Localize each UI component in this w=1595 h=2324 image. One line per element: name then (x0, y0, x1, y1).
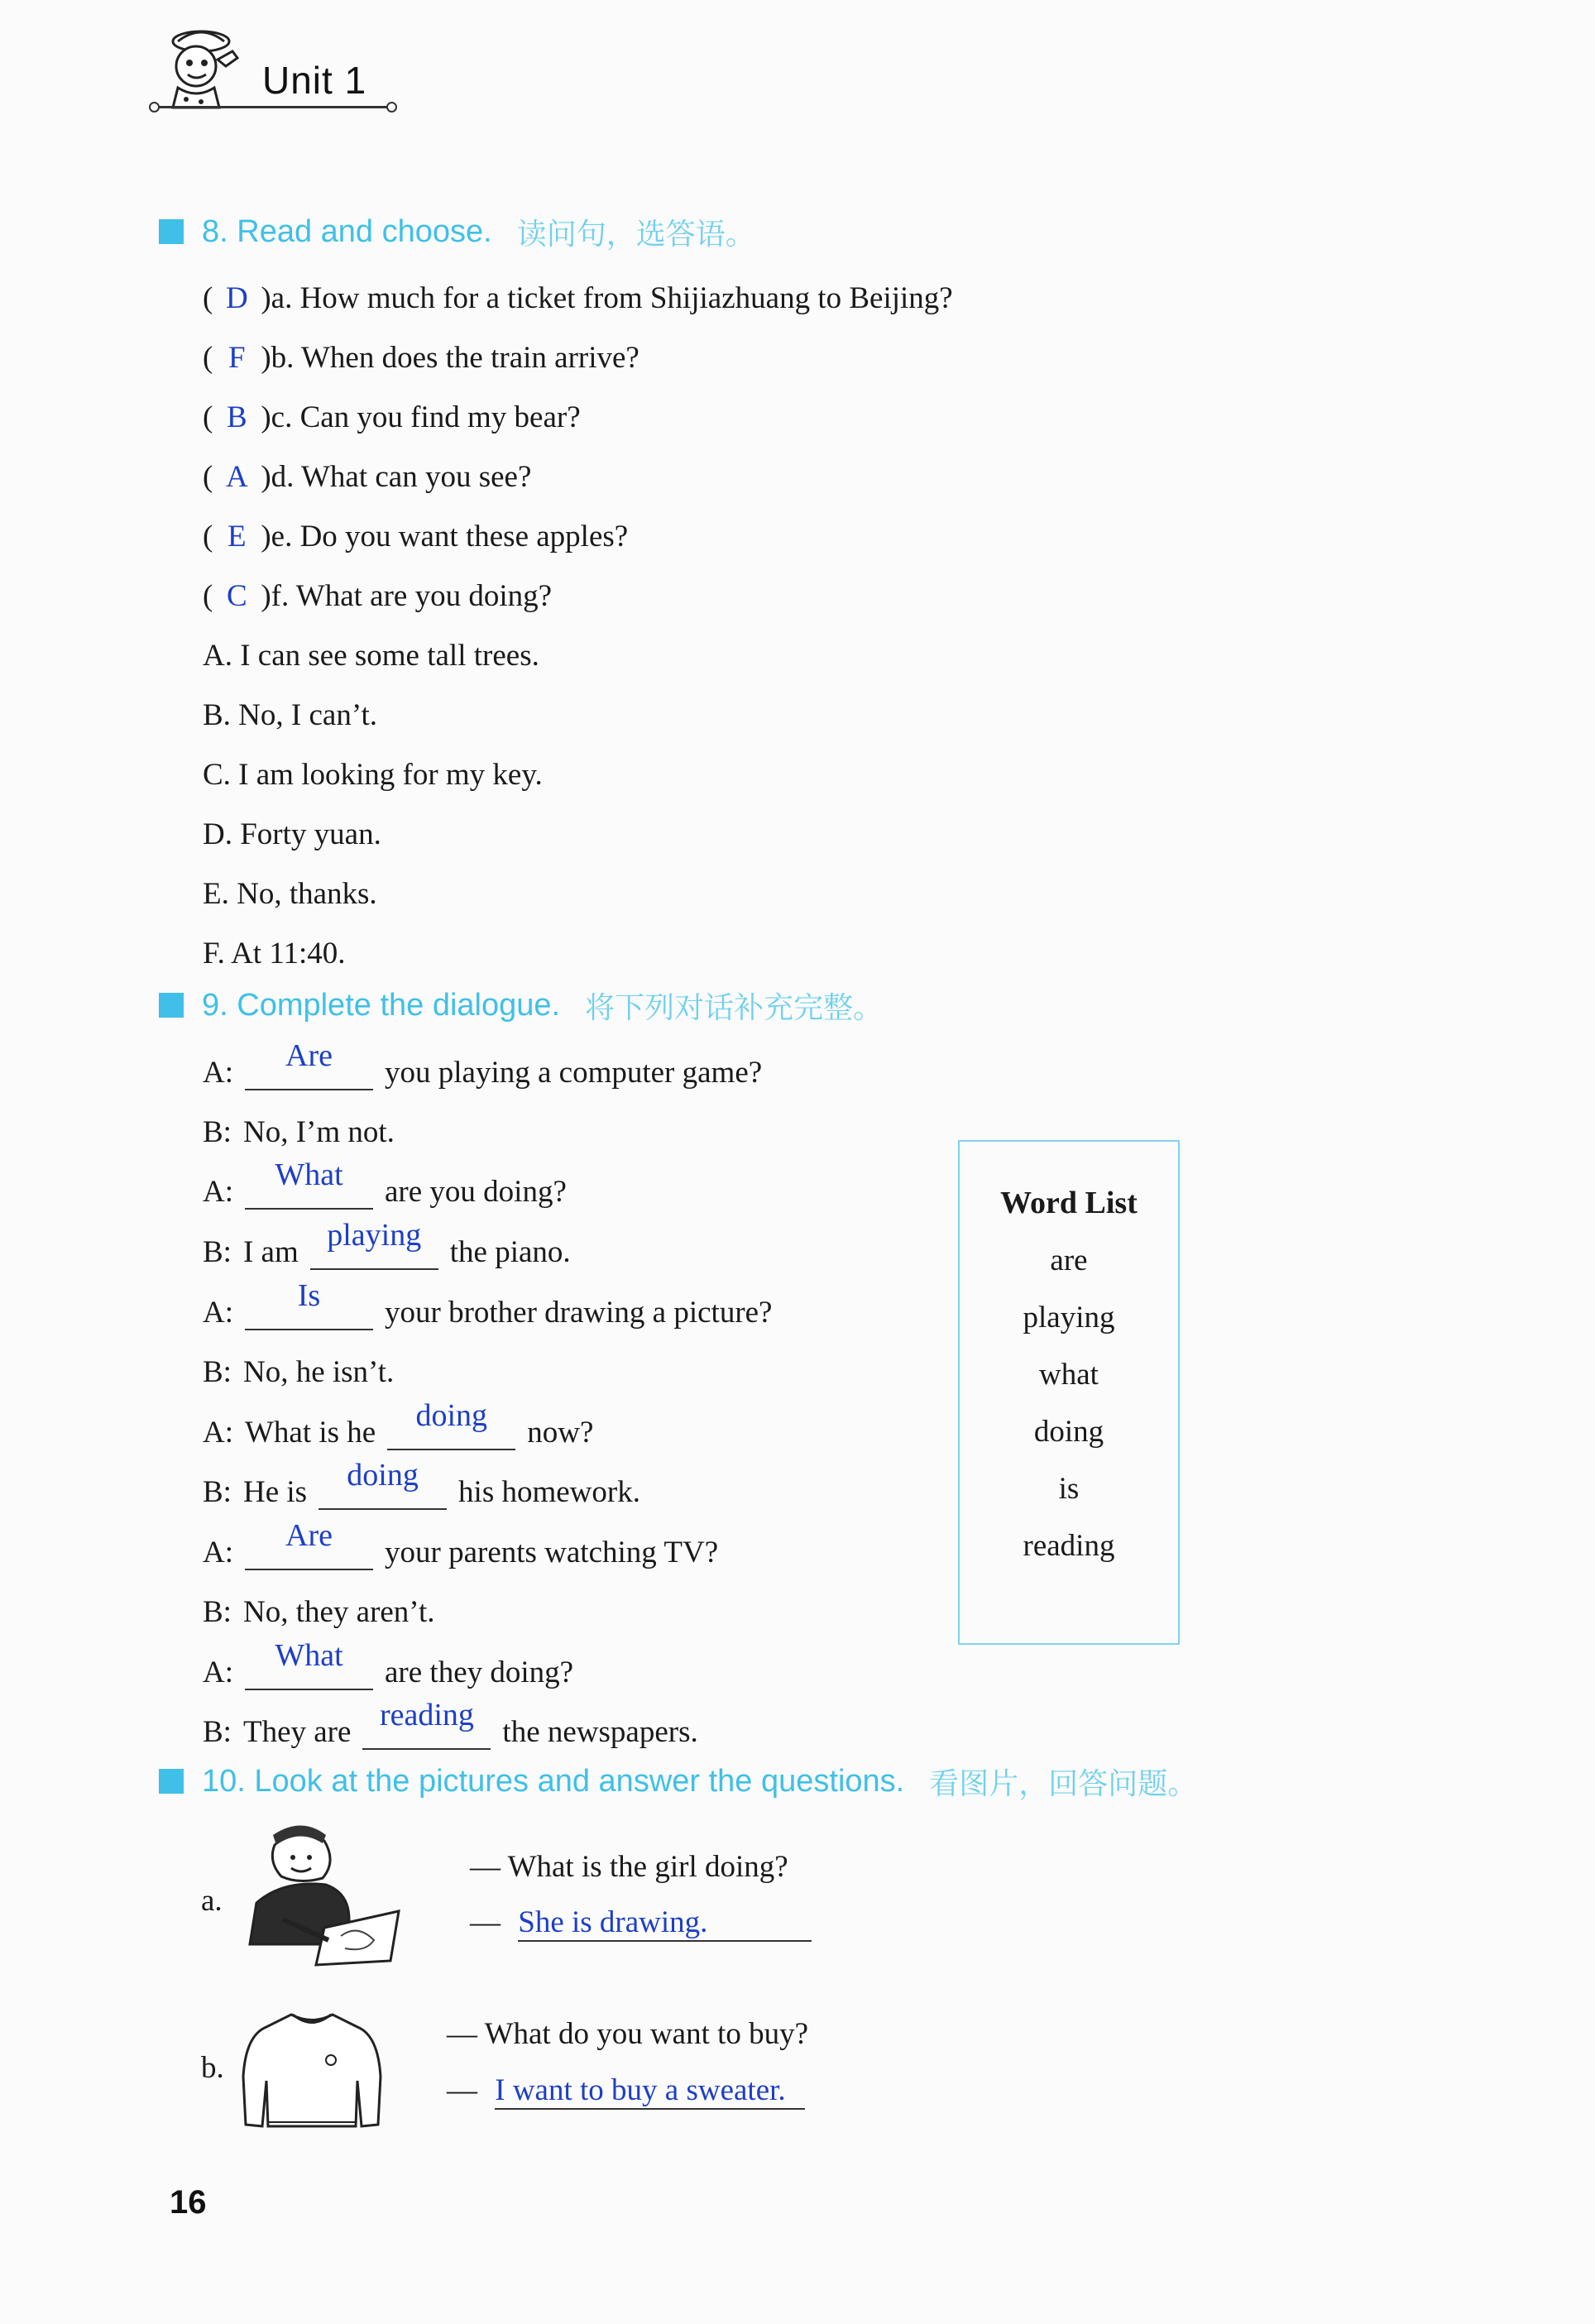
speaker: B: (203, 1115, 232, 1149)
dialogue-text: the piano. (449, 1235, 571, 1269)
dialogue-text: No, I’m not. (242, 1115, 395, 1149)
q8-question-text: )a. How much for a ticket from Shijiazhuang to Beijing? (261, 281, 953, 315)
speaker: B: (203, 1475, 232, 1509)
dialogue-text: your parents watching TV? (385, 1536, 719, 1569)
filled-answer: doing (415, 1398, 488, 1433)
dialogue-text: are they doing? (385, 1656, 574, 1689)
dialogue-line (203, 1518, 719, 1570)
answer-blank (387, 1399, 515, 1450)
section-marker-icon (159, 1769, 184, 1794)
question-text: — What do you want to buy? (447, 2017, 809, 2051)
word-list-item: playing (1023, 1301, 1115, 1335)
dialogue-line (203, 1157, 567, 1210)
q8-question-text: )e. Do you want these apples? (261, 520, 629, 553)
page-header (153, 23, 393, 122)
dialogue-line (203, 1100, 395, 1150)
section-8-title (159, 211, 755, 252)
speaker: B: (203, 1595, 232, 1629)
filled-answer: reading (379, 1698, 474, 1732)
section-8-title-cn: 读问句，选答语。 (516, 217, 755, 252)
answer-line (518, 1905, 812, 1942)
q8-option: A. I can see some tall trees. (203, 639, 539, 673)
cartoon-boy-icon (153, 23, 252, 114)
section-marker-icon (159, 219, 184, 244)
answer-blank (310, 1219, 438, 1270)
q8-answer: F (228, 341, 246, 375)
answer-blank (245, 1639, 373, 1690)
word-list-box (958, 1140, 1180, 1645)
dialogue-text: the newspapers. (502, 1715, 698, 1749)
q8-item-f: ( C )f. What are you doing? (203, 579, 553, 613)
dialogue-line (203, 1638, 574, 1690)
speaker: B: (203, 1715, 232, 1749)
dialogue-line (203, 1038, 763, 1090)
answer-blank (319, 1459, 447, 1510)
word-list-item: reading (1023, 1529, 1115, 1563)
filled-answer: She is drawing. (518, 1905, 708, 1939)
speaker: A: (203, 1296, 233, 1330)
dialogue-text: What is he (245, 1416, 376, 1450)
answer-blank (362, 1699, 491, 1750)
q8-option: B. No, I can’t. (203, 698, 377, 732)
filled-answer: What (275, 1638, 343, 1673)
dialogue-text: I am (242, 1235, 299, 1269)
section-8-title-en: 8. Read and choose. (202, 213, 492, 249)
filled-answer: doing (347, 1458, 419, 1493)
dialogue-text: No, they aren’t. (242, 1595, 435, 1629)
q8-item-c: ( B )c. Can you find my bear? (203, 400, 581, 434)
dialogue-text: now? (527, 1416, 594, 1450)
filled-answer: Is (297, 1278, 321, 1313)
speaker: A: (203, 1056, 233, 1090)
filled-answer: Are (285, 1518, 333, 1553)
speaker: B: (203, 1235, 232, 1269)
q8-item-d: ( A )d. What can you see? (203, 460, 532, 494)
q8-answer: A (225, 460, 248, 494)
dialogue-text: are you doing? (385, 1175, 567, 1209)
dialogue-text: your brother drawing a picture? (385, 1296, 773, 1330)
section-9-title-en: 9. Complete the dialogue. (202, 987, 561, 1023)
unit-title: Unit 1 (262, 59, 367, 102)
q8-option: E. No, thanks. (203, 877, 377, 911)
answer-blank (245, 1279, 373, 1330)
dash: — (447, 2073, 477, 2107)
word-list-item: doing (1033, 1415, 1104, 1449)
q8-question-text: )d. What can you see? (261, 460, 532, 494)
q8-item-b: ( F )b. When does the train arrive? (203, 341, 639, 375)
answer-row (447, 2072, 805, 2110)
q8-option: C. I am looking for my key. (203, 758, 543, 792)
speaker: B: (203, 1355, 232, 1389)
section-9-title-cn: 将下列对话补充完整。 (585, 990, 884, 1025)
dialogue-text: He is (242, 1475, 308, 1509)
answer-row (470, 1905, 812, 1942)
answer-blank (245, 1519, 373, 1570)
word-list-item: are (1050, 1243, 1088, 1277)
filled-answer: Are (285, 1038, 333, 1073)
q8-question-text: )c. Can you find my bear? (261, 400, 581, 434)
dash: — (470, 1905, 501, 1939)
dialogue-line (203, 1460, 640, 1510)
dialogue-text: No, he isn’t. (242, 1355, 395, 1389)
item-label: a. (201, 1884, 223, 1918)
word-list-item: what (1039, 1358, 1099, 1392)
section-10-title-cn: 看图片，回答问题。 (929, 1766, 1198, 1801)
answer-line (495, 2072, 805, 2110)
dialogue-text: you playing a computer game? (385, 1056, 763, 1090)
q8-item-a: ( D )a. How much for a ticket from Shijiazhuang to Beijing? (203, 281, 953, 315)
q8-item-e: ( E )e. Do you want these apples? (203, 520, 629, 553)
word-list-title: Word List (1000, 1186, 1138, 1220)
q8-option: D. Forty yuan. (203, 817, 381, 851)
section-10-title-en: 10. Look at the pictures and answer the questions. (202, 1763, 905, 1799)
speaker: A: (203, 1416, 233, 1450)
speaker: A: (203, 1536, 233, 1569)
speaker: A: (203, 1175, 233, 1209)
item-label: b. (201, 2051, 224, 2085)
section-marker-icon (159, 993, 184, 1018)
dialogue-line (203, 1398, 594, 1450)
filled-answer: I want to buy a sweater. (495, 2073, 786, 2107)
speaker: A: (203, 1656, 233, 1689)
q8-answer: B (226, 400, 247, 434)
sweater-picture (233, 2002, 390, 2143)
q8-question-text: )f. What are you doing? (261, 579, 553, 613)
q8-answer: D (225, 281, 248, 315)
answer-blank (245, 1158, 373, 1210)
dialogue-line (203, 1580, 435, 1630)
dialogue-text: They are (242, 1715, 352, 1749)
answer-blank (245, 1039, 373, 1090)
dialogue-text: his homework. (458, 1475, 640, 1509)
dialogue-line (203, 1340, 394, 1390)
page-number: 16 (170, 2184, 207, 2221)
q8-answer: E (228, 520, 247, 553)
girl-drawing-picture (233, 1820, 403, 1969)
dialogue-line (203, 1278, 773, 1330)
q8-question-text: )b. When does the train arrive? (261, 341, 639, 375)
word-list-item: is (1058, 1472, 1080, 1506)
filled-answer: What (275, 1157, 343, 1192)
section-9-title (159, 985, 883, 1026)
question-text: — What is the girl doing? (470, 1850, 788, 1884)
dialogue-line (203, 1700, 698, 1750)
q8-answer: C (226, 579, 247, 613)
header-rule (157, 106, 389, 108)
q8-option: F. At 11:40. (203, 937, 346, 970)
filled-answer: playing (327, 1218, 422, 1253)
section-10-title (159, 1761, 1197, 1802)
dialogue-line (203, 1220, 571, 1270)
